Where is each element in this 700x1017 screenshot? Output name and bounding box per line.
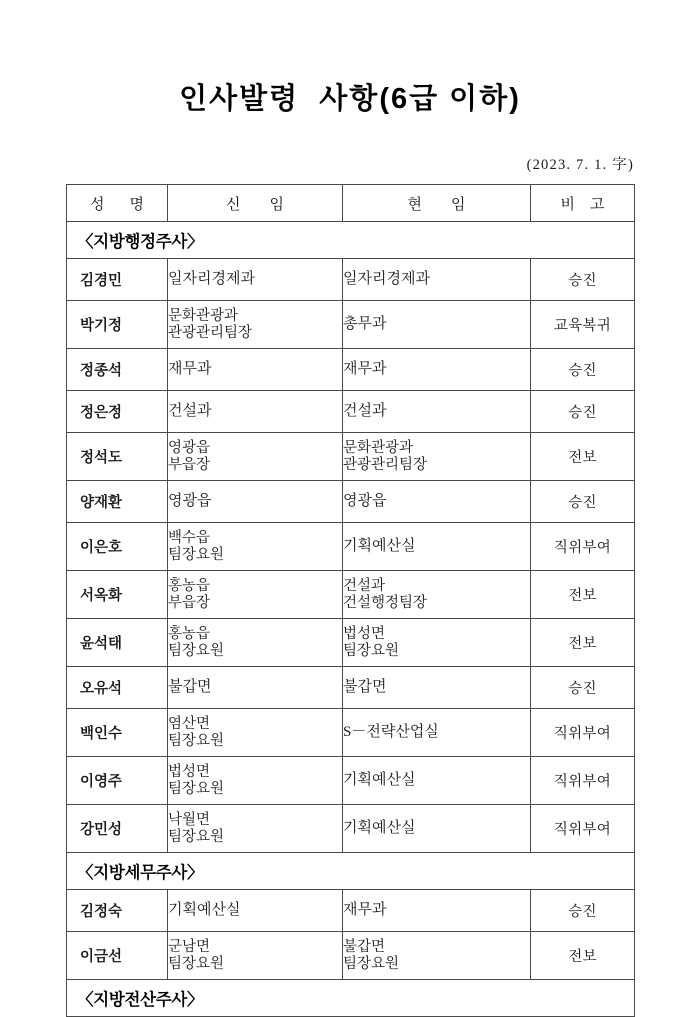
cell-current-post <box>343 709 531 757</box>
cell-employee-name <box>67 433 168 481</box>
cell-remark: 승진 <box>531 890 635 932</box>
cell-employee-name <box>67 667 168 709</box>
cell-new-post-line: 법성면 <box>168 764 211 781</box>
cell-new-post-line: 염산면 <box>168 716 211 733</box>
cell-employee-name <box>67 349 168 391</box>
cell-remark: 승진 <box>531 667 635 709</box>
cell-new-post-line: 백수읍 <box>168 530 211 547</box>
cell-new-post-line: 팀장요원 <box>168 780 225 797</box>
cell-current-post-line: 기획예산실 <box>343 820 416 837</box>
cell-employee-name <box>67 481 168 523</box>
cell-current-post <box>343 259 531 301</box>
header-row <box>67 185 635 222</box>
cell-new-post-line: 문화관광과 <box>168 308 239 325</box>
cell-employee-name <box>67 259 168 301</box>
cell-remark: 교육복귀 <box>531 301 635 349</box>
cell-current-post-line: 불갑면 <box>343 679 387 696</box>
employee-name-text: 정석도 <box>80 450 123 466</box>
employee-name-text: 오유석 <box>80 681 123 697</box>
section-header-row <box>67 853 635 890</box>
table-row <box>67 391 635 433</box>
cell-current-post-line: 건설행정팀장 <box>343 594 428 611</box>
section-header-label: 〈지방전산주사〉 <box>67 980 635 1017</box>
table-row <box>67 932 635 980</box>
cell-new-post <box>168 349 343 391</box>
employee-name-text: 김경민 <box>80 273 123 289</box>
cell-current-post <box>343 571 531 619</box>
cell-employee-name <box>67 571 168 619</box>
cell-new-post <box>168 433 343 481</box>
section-header-label: 〈지방행정주사〉 <box>67 222 635 259</box>
column-header-current-post <box>343 185 531 222</box>
cell-current-post <box>343 619 531 667</box>
cell-new-post <box>168 805 343 853</box>
table-row <box>67 667 635 709</box>
cell-new-post-line: 팀장요원 <box>168 732 225 749</box>
cell-new-post <box>168 709 343 757</box>
column-header-new-post-label: 신 임 <box>226 196 284 213</box>
cell-new-post-line: 팀장요원 <box>168 828 225 845</box>
cell-current-post-line: 팀장요원 <box>343 955 400 972</box>
employee-name-text: 윤석태 <box>80 636 123 652</box>
employee-name-text: 강민성 <box>80 822 123 838</box>
cell-current-post-line: 문화관광과 <box>343 440 414 457</box>
table-header <box>67 185 635 222</box>
cell-employee-name <box>67 757 168 805</box>
cell-new-post <box>168 523 343 571</box>
cell-remark: 전보 <box>531 619 635 667</box>
employee-name-text: 백인수 <box>80 726 123 742</box>
cell-employee-name <box>67 890 168 932</box>
cell-current-post <box>343 757 531 805</box>
cell-current-post-line: 재무과 <box>343 902 387 919</box>
cell-new-post-line: 팀장요원 <box>168 642 225 659</box>
column-header-name-label: 성 명 <box>90 196 144 213</box>
cell-new-post-line: 부읍장 <box>168 456 211 473</box>
cell-new-post <box>168 757 343 805</box>
cell-new-post <box>168 667 343 709</box>
employee-name-text: 박기정 <box>80 318 123 334</box>
table-row <box>67 301 635 349</box>
table-row <box>67 571 635 619</box>
table-row <box>67 523 635 571</box>
cell-remark: 전보 <box>531 571 635 619</box>
column-header-name <box>67 185 168 222</box>
cell-current-post <box>343 391 531 433</box>
cell-current-post <box>343 433 531 481</box>
table-row <box>67 890 635 932</box>
cell-employee-name <box>67 709 168 757</box>
cell-current-post-line: 재무과 <box>343 361 387 378</box>
cell-current-post <box>343 301 531 349</box>
cell-current-post-line: 기획예산실 <box>343 538 416 555</box>
cell-new-post-line: 낙월면 <box>168 812 211 829</box>
page-title: 인사발령 사항(6급 이하) <box>179 83 521 115</box>
cell-new-post-line: 부읍장 <box>168 594 211 611</box>
table-body <box>67 222 635 1017</box>
roster-table-container <box>0 174 700 1017</box>
cell-new-post <box>168 890 343 932</box>
effective-date-note: (2023. 7. 1. 字) <box>526 157 634 173</box>
employee-name-text: 서옥화 <box>80 588 123 604</box>
cell-new-post <box>168 619 343 667</box>
cell-current-post <box>343 932 531 980</box>
table-row <box>67 259 635 301</box>
personnel-roster-table <box>66 184 635 1017</box>
cell-new-post-line: 관광관리팀장 <box>168 324 253 341</box>
cell-current-post-line: 관광관리팀장 <box>343 456 428 473</box>
table-row <box>67 805 635 853</box>
cell-employee-name <box>67 619 168 667</box>
cell-new-post <box>168 391 343 433</box>
cell-new-post-line: 홍농읍 <box>168 626 211 643</box>
cell-employee-name <box>67 391 168 433</box>
cell-employee-name <box>67 523 168 571</box>
employee-name-text: 김정숙 <box>80 904 123 920</box>
cell-employee-name <box>67 301 168 349</box>
cell-remark: 승진 <box>531 391 635 433</box>
cell-remark: 직위부여 <box>531 757 635 805</box>
table-row <box>67 757 635 805</box>
table-row <box>67 349 635 391</box>
cell-current-post-line: 건설과 <box>343 403 387 420</box>
cell-new-post-line: 군남면 <box>168 939 211 956</box>
employee-name-text: 양재환 <box>80 495 123 511</box>
cell-current-post <box>343 481 531 523</box>
column-header-current-post-label: 현 임 <box>407 196 466 213</box>
cell-current-post <box>343 805 531 853</box>
column-header-remark <box>531 185 635 222</box>
cell-current-post <box>343 890 531 932</box>
cell-employee-name <box>67 805 168 853</box>
column-header-new-post <box>168 185 343 222</box>
table-row <box>67 433 635 481</box>
cell-new-post-line: 재무과 <box>168 361 212 378</box>
section-header-row <box>67 980 635 1017</box>
cell-current-post <box>343 667 531 709</box>
employee-name-text: 이금선 <box>80 949 123 965</box>
cell-current-post-line: 기획예산실 <box>343 772 416 789</box>
table-row <box>67 481 635 523</box>
cell-remark: 전보 <box>531 433 635 481</box>
cell-new-post <box>168 932 343 980</box>
employee-name-text: 정종석 <box>80 363 123 379</box>
cell-new-post-line: 팀장요원 <box>168 546 225 563</box>
cell-current-post <box>343 523 531 571</box>
cell-new-post-line: 영광읍 <box>168 440 211 457</box>
cell-remark: 직위부여 <box>531 709 635 757</box>
table-row <box>67 709 635 757</box>
cell-new-post-line: 홍농읍 <box>168 578 211 595</box>
employee-name-text: 정은정 <box>80 405 123 421</box>
employee-name-text: 이은호 <box>80 540 123 556</box>
cell-current-post-line: S－전략산업실 <box>343 724 439 741</box>
section-header-label: 〈지방세무주사〉 <box>67 853 635 890</box>
cell-remark: 직위부여 <box>531 523 635 571</box>
cell-new-post <box>168 301 343 349</box>
cell-remark: 승진 <box>531 259 635 301</box>
cell-new-post <box>168 259 343 301</box>
cell-new-post-line: 팀장요원 <box>168 955 225 972</box>
column-header-remark-label: 비 고 <box>560 196 605 213</box>
cell-new-post-line: 기획예산실 <box>168 902 241 919</box>
cell-remark: 승진 <box>531 481 635 523</box>
cell-current-post-line: 건설과 <box>343 578 386 595</box>
section-header-row <box>67 222 635 259</box>
cell-new-post <box>168 481 343 523</box>
cell-current-post-line: 총무과 <box>343 316 387 333</box>
cell-current-post-line: 일자리경제과 <box>343 271 430 288</box>
table-row <box>67 619 635 667</box>
cell-new-post-line: 영광읍 <box>168 493 212 510</box>
cell-current-post-line: 팀장요원 <box>343 642 400 659</box>
cell-current-post-line: 영광읍 <box>343 493 387 510</box>
cell-remark: 승진 <box>531 349 635 391</box>
cell-new-post-line: 일자리경제과 <box>168 271 255 288</box>
cell-new-post-line: 건설과 <box>168 403 212 420</box>
cell-new-post <box>168 571 343 619</box>
employee-name-text: 이영주 <box>80 774 123 790</box>
cell-current-post-line: 법성면 <box>343 626 386 643</box>
cell-remark: 직위부여 <box>531 805 635 853</box>
cell-new-post-line: 불갑면 <box>168 679 212 696</box>
cell-current-post <box>343 349 531 391</box>
cell-employee-name <box>67 932 168 980</box>
cell-remark: 전보 <box>531 932 635 980</box>
cell-current-post-line: 불갑면 <box>343 939 386 956</box>
